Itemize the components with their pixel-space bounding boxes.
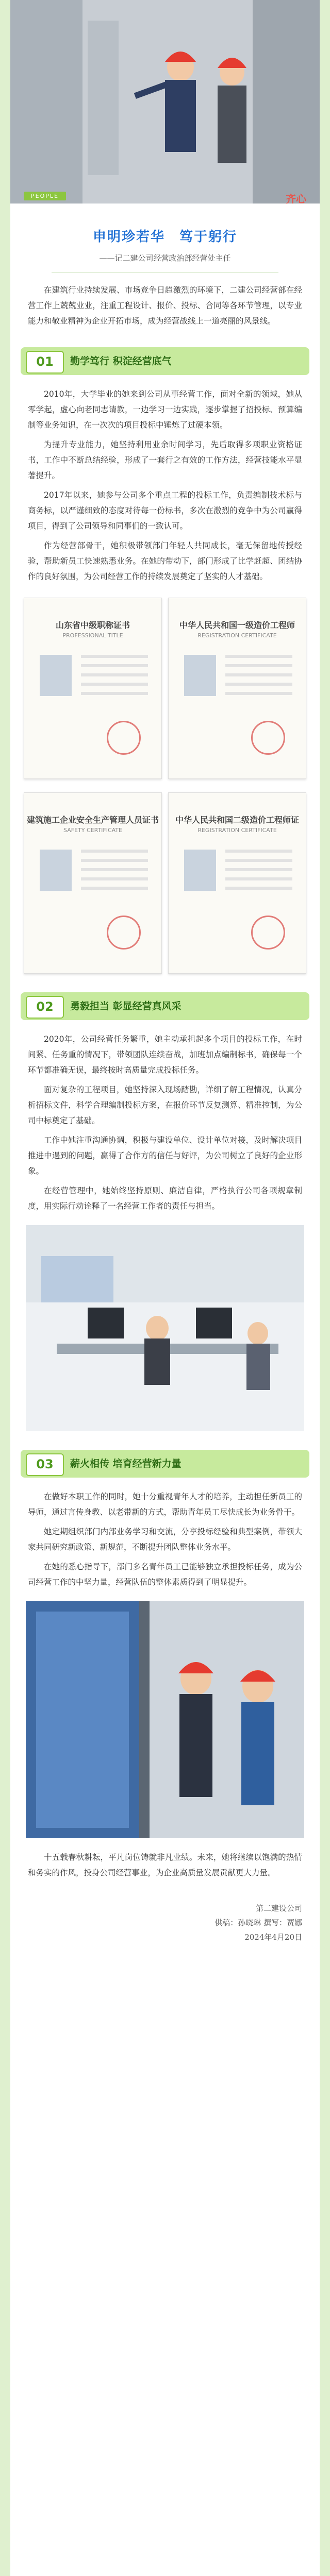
section-3-header <box>21 1450 309 1478</box>
section-2-paragraph: 2020年，公司经营任务繁重，她主动承担起多个项目的投标工作，在时间紧、任务重的情况下，带领团队连续奋战，加班加点编制标书，确保每一个环节都准确无误，最终按时高质量完成投标任务。 <box>28 1035 302 1075</box>
article-subtitle: ——记二建公司经营政治部经营处主任 <box>99 253 231 263</box>
section-1-header <box>21 347 309 375</box>
certificate-card <box>168 598 306 779</box>
hero-illustration <box>10 0 320 204</box>
right-decor-stripe <box>320 0 330 2576</box>
certificate-photo <box>184 850 216 891</box>
section-3-paragraph: 在做好本职工作的同时，她十分重视青年人才的培养，主动担任新员工的导师，通过言传身教、以老带新的方式，帮助青年员工尽快成长为业务骨干。 <box>28 1492 302 1517</box>
seal-icon <box>107 916 141 950</box>
certificate-photo <box>40 850 72 891</box>
section-2-paragraph: 面对复杂的工程项目，她坚持深入现场踏勘，详细了解工程情况，认真分析招标文件，科学合理编制投标方案，在报价环节反复测算、精准控制，为公司中标奠定了基础。 <box>28 1085 302 1125</box>
certificate-subtitle: REGISTRATION CERTIFICATE <box>197 632 277 639</box>
title-right: 笃于躬行 <box>179 229 238 245</box>
certificate-title: 山东省中级职称证书 <box>55 620 130 630</box>
office-illustration <box>26 1225 304 1431</box>
left-decor-stripe <box>0 0 10 2576</box>
certificate-title: 中华人民共和国二级造价工程师证 <box>175 815 299 825</box>
section-3-number: 03 <box>26 1453 64 1476</box>
seal-icon <box>107 721 141 755</box>
section-2-header <box>21 992 309 1020</box>
certificate-subtitle: SAFETY CERTIFICATE <box>63 827 122 834</box>
certificate-text-lines <box>81 850 148 896</box>
section-3-title: 薪火相传 培育经营新力量 <box>70 1458 182 1469</box>
worker-right <box>218 58 246 163</box>
footer-date: 2024年4月20日 <box>244 1933 302 1942</box>
site-illustration <box>26 1601 304 1838</box>
footer-byline: 供稿：孙晓琳 撰写：贾娜 <box>214 1918 302 1927</box>
certificate-text-lines <box>225 655 292 701</box>
seal-icon <box>251 916 285 950</box>
hero-badge: PEOPLE <box>24 192 66 200</box>
section-3-paragraph: 她定期组织部门内部业务学习和交流，分享投标经验和典型案例，带领大家共同研究新政策、新规范，不断提升团队整体业务水平。 <box>28 1527 302 1552</box>
title-left: 申明珍若华 <box>92 229 165 245</box>
section-1-paragraph: 作为经营部骨干，她积极带领部门年轻人共同成长，毫无保留地传授经验，帮助新员工快速熟悉业务。在她的带动下，部门形成了比学赶超、团结协作的良好氛围，为公司经营工作的持续发展奠定了坚实的人才基础。 <box>28 541 302 581</box>
certificate-text-lines <box>81 655 148 701</box>
intro-paragraph: 在建筑行业持续发展、市场竞争日趋激烈的环境下，二建公司经营部在经营工作上兢兢业业，注重工程设计、报价、投标、合同等各环节管理，以专业能力和敬业精神为企业开拓市场，成为经营战线上一道亮丽的风景线。 <box>28 285 302 326</box>
section-1-paragraph: 为提升专业能力，她坚持利用业余时间学习，先后取得多项职业资格证书，工作中不断总结经验，形成了一套行之有效的工作方法，经营技能水平显著提升。 <box>28 440 302 480</box>
certificate-row-2 <box>24 792 306 974</box>
section-1-title: 勤学笃行 积淀经营底气 <box>70 355 172 367</box>
closing-paragraph: 十五载春秋耕耘，平凡岗位铸就非凡业绩。未来，她将继续以饱满的热情和务实的作风，投身公司经营事业，为企业高质量发展贡献更大力量。 <box>28 1853 302 1877</box>
certificate-card <box>168 792 306 974</box>
hero-stamp: 齐心 <box>286 193 306 204</box>
certificate-card <box>24 598 162 779</box>
article-page <box>10 0 320 2576</box>
office-photo <box>26 1225 304 1431</box>
certificate-text-lines <box>225 850 292 896</box>
seal-icon <box>251 721 285 755</box>
footer-signature <box>28 1901 302 1944</box>
section-1-number: 01 <box>26 351 64 374</box>
certificate-subtitle: PROFESSIONAL TITLE <box>62 632 123 639</box>
section-3-paragraph: 在她的悉心指导下，部门多名青年员工已能够独立承担投标任务，成为公司经营工作的中坚力量，经营队伍的整体素质得到了明显提升。 <box>28 1562 302 1587</box>
certificate-photo <box>184 655 216 696</box>
certificate-card <box>24 792 162 974</box>
hero-photo <box>10 0 320 204</box>
site-photo <box>26 1601 304 1838</box>
certificate-row-1 <box>24 598 306 779</box>
section-2-title: 勇毅担当 彰显经营真风采 <box>70 1001 182 1012</box>
section-1-paragraph: 2010年，大学毕业的她来到公司从事经营工作，面对全新的领域，她从零学起，虚心向老同志请教，一边学习一边实践，逐步掌握了招投标、预算编制等业务知识，在一次次的项目投标中锤炼了过硬本领。 <box>28 389 302 430</box>
certificate-title: 中华人民共和国一级造价工程师 <box>179 620 295 630</box>
certificate-photo <box>40 655 72 696</box>
section-1-paragraph: 2017年以来，她参与公司多个重点工程的投标工作，负责编制技术标与商务标，以严谨细致的态度对待每一份标书，多次在激烈的竞争中为公司赢得项目，得到了公司领导和同事们的一致认可。 <box>28 490 302 531</box>
title-block <box>10 204 320 282</box>
section-2-paragraph: 在经营管理中，她始终坚持原则、廉洁自律，严格执行公司各项规章制度，用实际行动诠释了一名经营工作者的责任与担当。 <box>28 1186 302 1211</box>
section-2-paragraph: 工作中她注重沟通协调，积极与建设单位、设计单位对接，及时解决项目推进中遇到的问题，赢得了合作方的信任与好评，为公司树立了良好的企业形象。 <box>28 1136 302 1176</box>
article-title <box>10 226 320 245</box>
certificate-subtitle: REGISTRATION CERTIFICATE <box>197 827 277 834</box>
footer-dept: 第二建设公司 <box>255 1904 302 1913</box>
certificate-title: 建筑施工企业安全生产管理人员证书 <box>26 815 159 825</box>
section-2-number: 02 <box>26 996 64 1019</box>
